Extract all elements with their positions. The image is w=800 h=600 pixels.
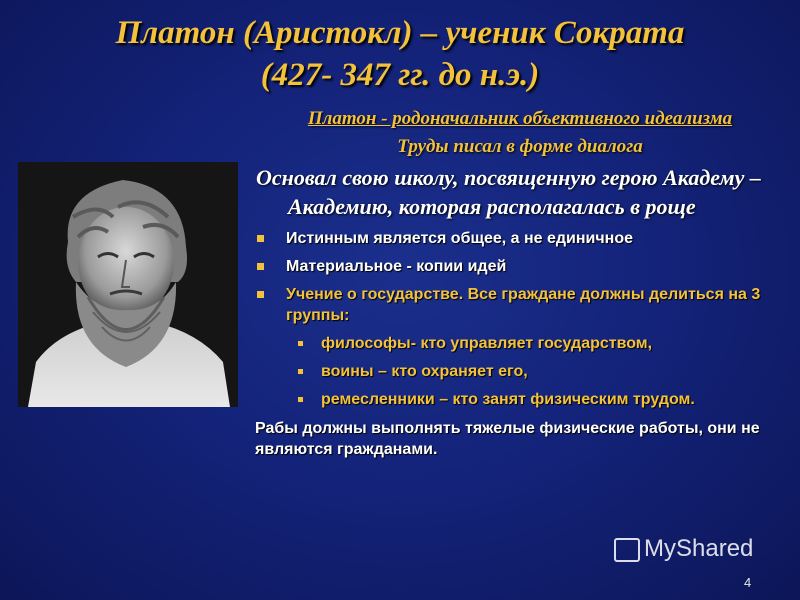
school-text: Основал свою школу, посвященную герою Академу – Академию, которая располагалась в роще [256,165,761,219]
subtitle-founder: Платон - родоначальник объективного идеализма [307,108,733,129]
bullet-text: Материальное - копии идей [286,258,507,275]
bullet-item [255,256,785,277]
bullet-text: Истинным является общее, а не единичное [286,230,634,247]
subtitle-dialogues: Труды писал в форме диалога [397,136,643,157]
subbullet-text: философы- кто управляет государством, [321,335,653,352]
square-bullet-icon [257,263,264,270]
page-number: 4 [744,575,752,590]
subbullet-item [255,389,785,410]
subbullet-text: ремесленники – кто занят физическим трудом. [321,391,695,408]
watermark [614,535,753,563]
square-bullet-icon [298,341,303,346]
plato-bust-image [18,162,238,407]
subbullet-item [255,333,785,354]
title-line-2: (427- 347 гг. до н.э.) [260,57,540,93]
bullet-item [255,228,785,249]
bullet-item [255,284,785,326]
slide-content [255,108,785,460]
slaves-text: Рабы должны выполнять тяжелые физические работы, они не являются гражданами. [255,420,760,458]
square-bullet-icon [257,291,264,298]
bullet-text: Учение о государстве. Все граждане должны делиться на 3 группы: [286,286,761,324]
subbullet-item [255,361,785,382]
presentation-icon [614,538,640,562]
square-bullet-icon [257,235,264,242]
square-bullet-icon [298,397,303,402]
square-bullet-icon [298,369,303,374]
watermark-text: MyShared [644,535,754,562]
subbullet-text: воины – кто охраняет его, [321,363,528,380]
slide-title [0,12,800,96]
title-line-1: Платон (Аристокл) – ученик Сократа [115,15,685,51]
